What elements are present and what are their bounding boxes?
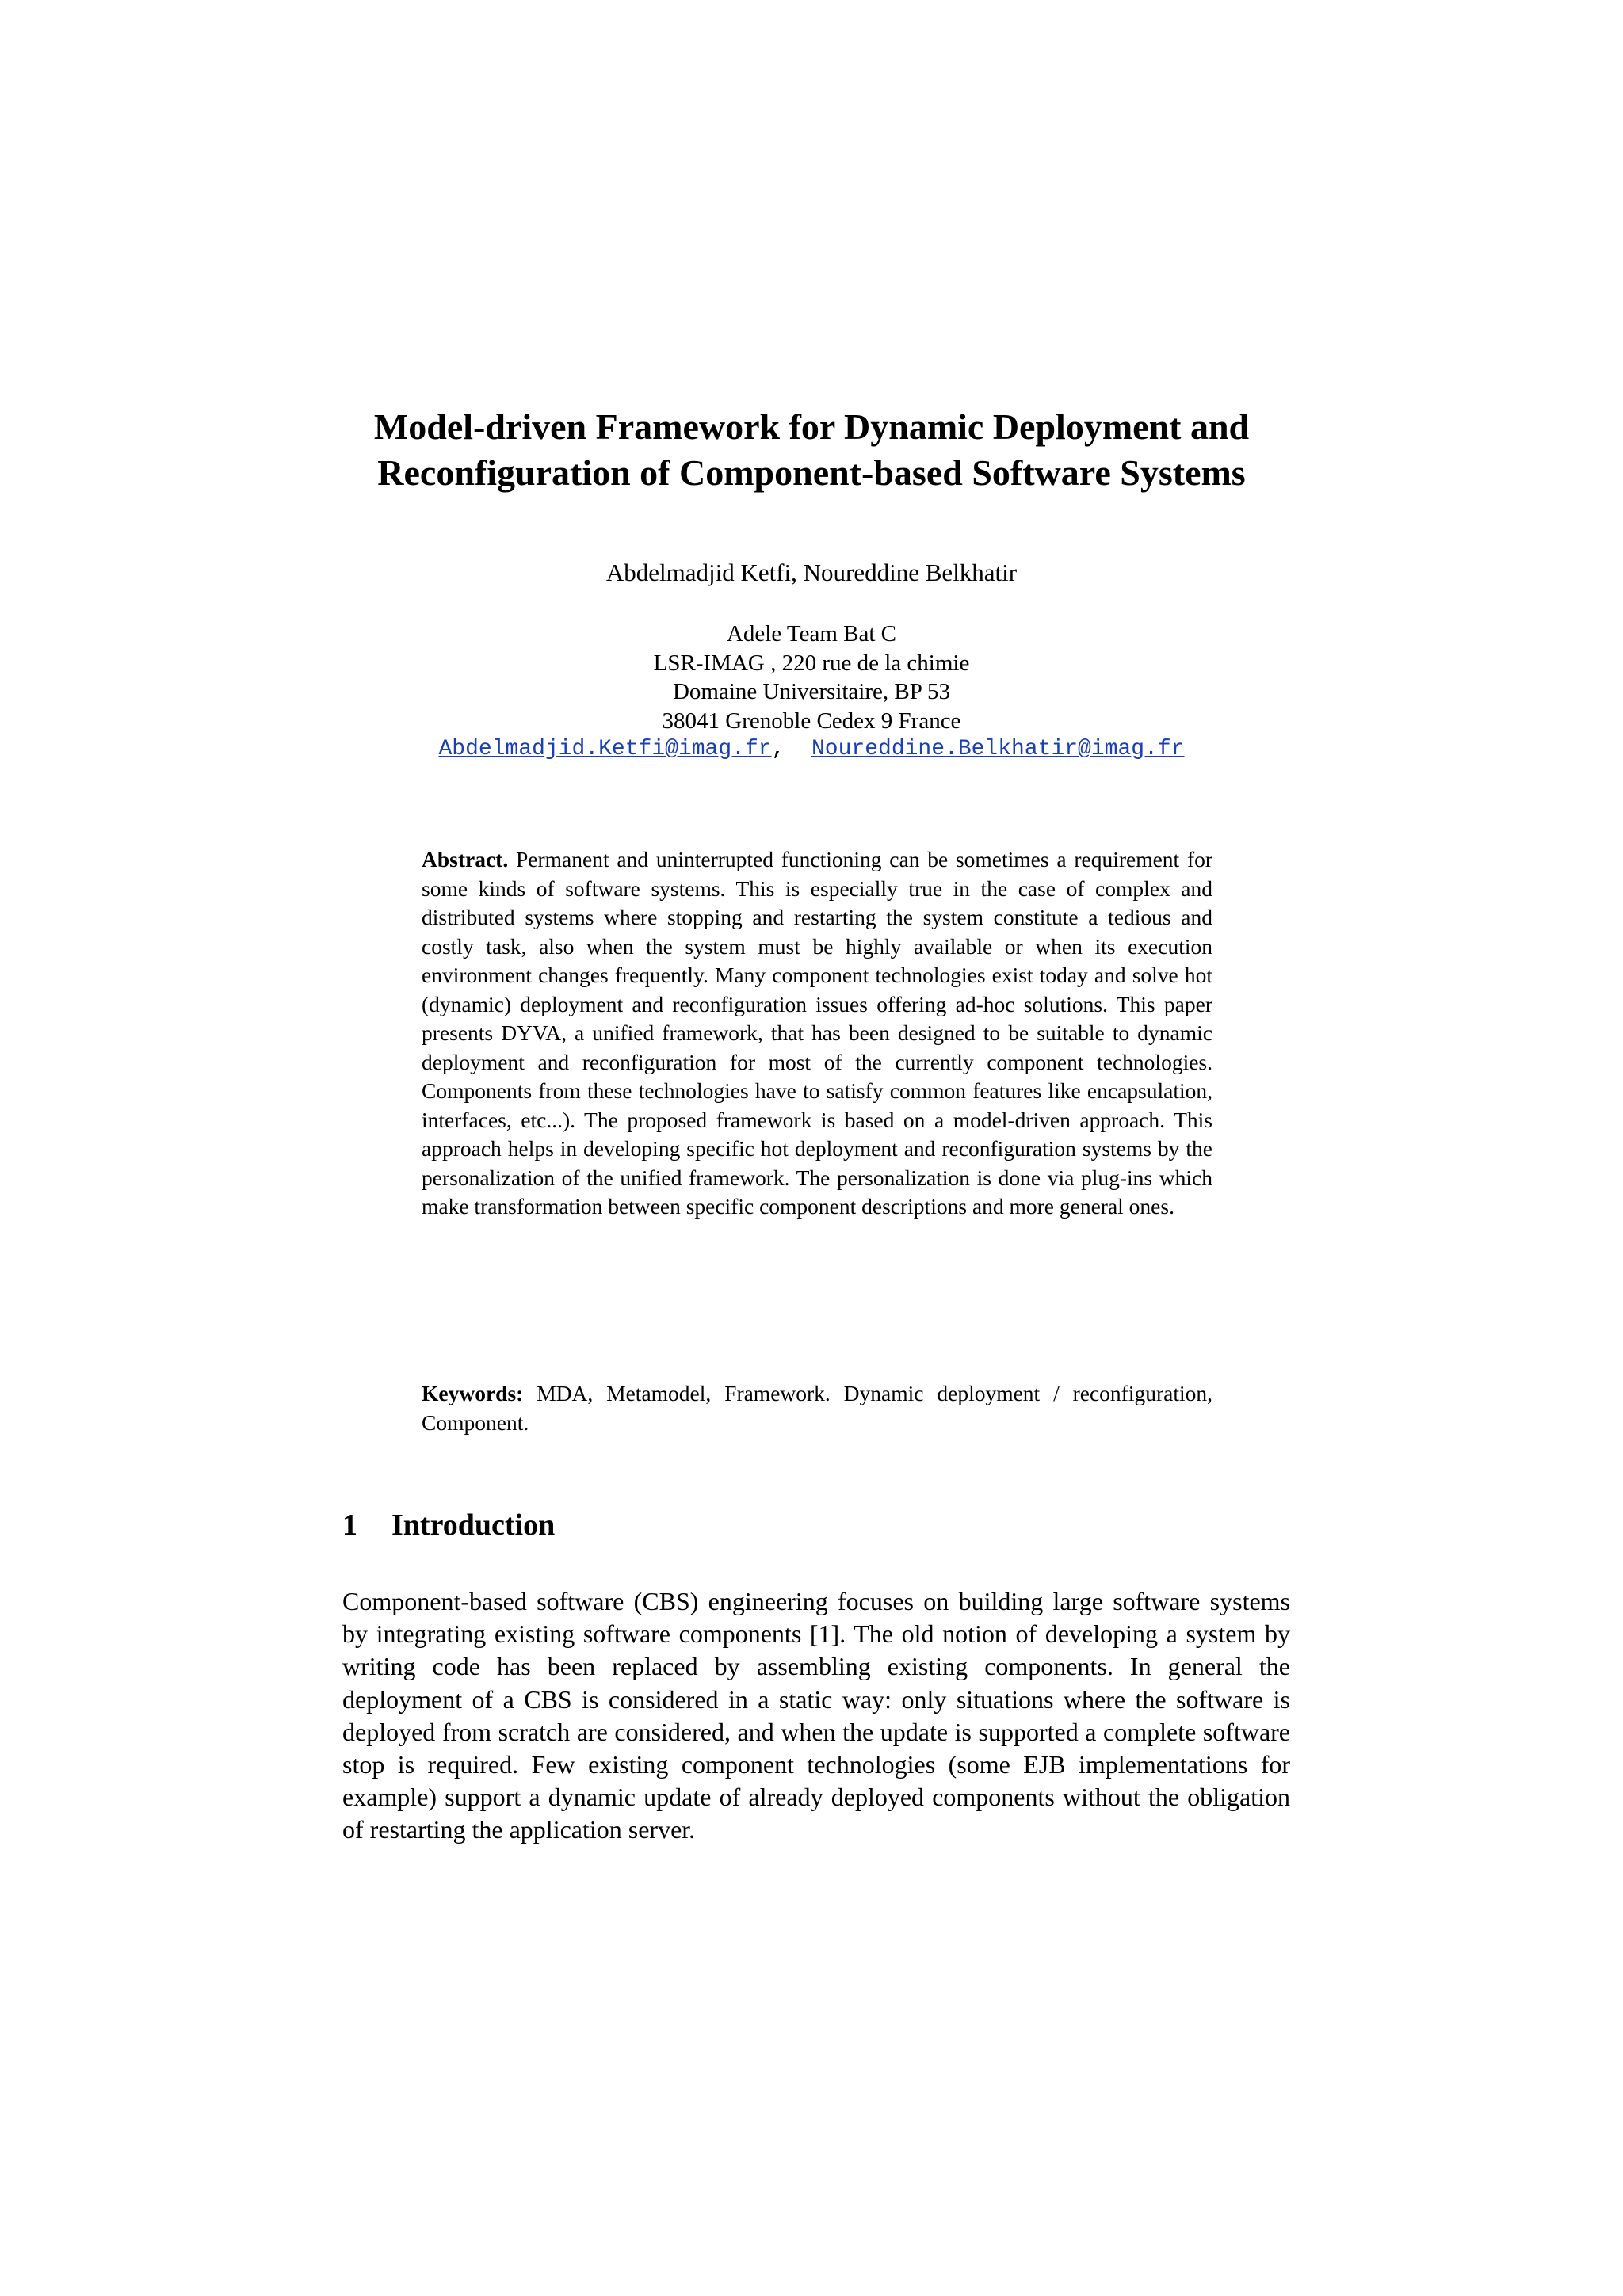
email-links xyxy=(238,735,1385,764)
section-heading-introduction xyxy=(342,1507,1293,1543)
section-number: 1 xyxy=(342,1508,357,1542)
affiliation-line-1: Adele Team Bat C xyxy=(726,621,897,646)
abstract-paragraph xyxy=(422,845,1212,1222)
abstract-text: Permanent and uninterrupted functioning can be sometimes a requirement for some kinds of software systems. This is especially true in the case of complex and distributed systems where stopping and restarting the system constitute a tedious and costly task, also when the system must be highly available or when its execution environment changes frequently. Many component technologies exist today and solve hot (dynamic) deployment and reconfiguration issues offering ad-hoc solutions. This paper presents DYVA, a unified framework, that has been designed to be suitable to dynamic deployment and reconfiguration for most of the currently component technologies. Components from these technologies have to satisfy common features like encapsulation, interfaces, etc...). The proposed framework is based on a model-driven approach. This approach helps in developing specific hot deployment and reconfiguration systems by the personalization of the unified framework. The personalization is done via plug-ins which make transformation between specific component descriptions and more general ones. xyxy=(422,847,1213,1219)
paper-title xyxy=(238,404,1385,496)
affiliation-block xyxy=(238,620,1385,735)
affiliation-line-3: Domaine Universitaire, BP 53 xyxy=(672,679,951,704)
affiliation-line-2: LSR-IMAG , 220 rue de la chimie xyxy=(653,650,970,676)
paper-title-line-2: Reconfiguration of Component-based Software Systems xyxy=(377,452,1246,493)
keywords-text: MDA, Metamodel, Framework. Dynamic deployment / reconfiguration, Component. xyxy=(422,1381,1212,1435)
affiliation-line-4: 38041 Grenoble Cedex 9 France xyxy=(662,707,961,734)
paper-title-line-1: Model-driven Framework for Dynamic Deployment and xyxy=(373,406,1250,447)
email-separator: , xyxy=(771,737,785,761)
abstract-label: Abstract. xyxy=(422,847,509,871)
keywords-label: Keywords: xyxy=(422,1381,524,1405)
keywords-paragraph xyxy=(422,1379,1212,1437)
author-list: Abdelmadjid Ketfi, Noureddine Belkhatir xyxy=(605,559,1018,586)
email-link-ketfi[interactable]: Abdelmadjid.Ketfi@imag.fr xyxy=(438,737,772,761)
section-title: Introduction xyxy=(391,1508,556,1542)
email-link-belkhatir[interactable]: Noureddine.Belkhatir@imag.fr xyxy=(812,737,1185,761)
introduction-paragraph: Component-based software (CBS) engineering focuses on building large software systems by integrating existing software components [1]. The old notion of developing a system by writing code has been replaced by assembling existing components. In general the deployment of a CBS is considered in a static way: only situations where the software is deployed from scratch are considered, and when the update is supported a complete software stop is required. Few existing component technologies (some EJB implementations for example) support a dynamic update of already deployed components without the obligation of restarting the application server. xyxy=(342,1587,1290,1844)
